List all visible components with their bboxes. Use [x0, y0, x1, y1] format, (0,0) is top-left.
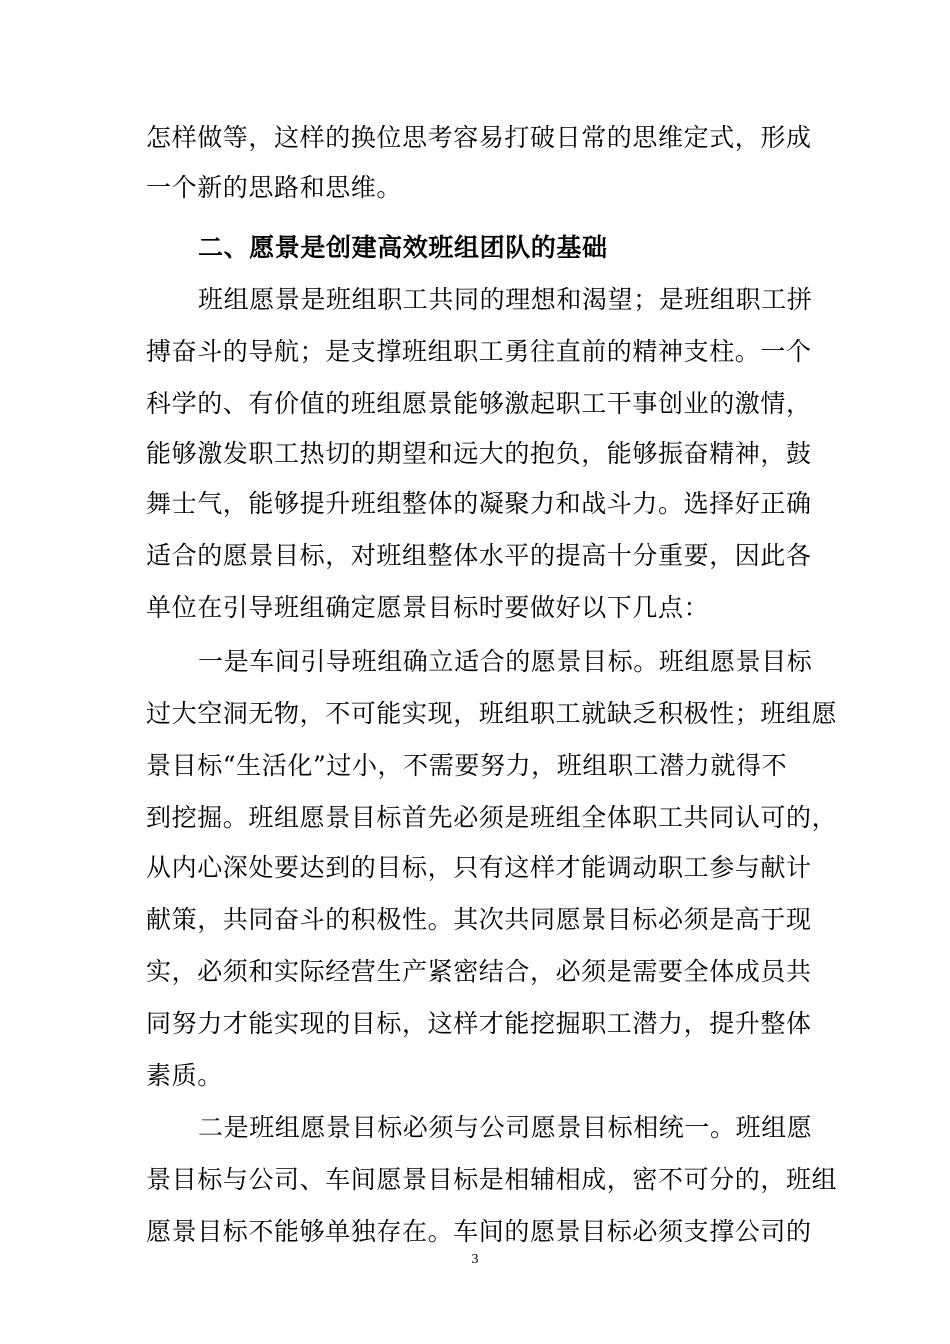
- text-line: 一是车间引导班组确立适合的愿景目标。班组愿景目标: [198, 647, 813, 676]
- page-number: 3: [471, 1252, 479, 1267]
- text-line: 到挖掘。班组愿景目标首先必须是班组全体职工共同认可的，: [146, 803, 838, 832]
- text-line: 同努力才能实现的目标，这样才能挖掘职工潜力，提升整体: [146, 1009, 812, 1038]
- text-line: 景目标“生活化”过小，不需要努力，班组职工潜力就得不: [146, 751, 788, 780]
- text-line: 班组愿景是班组职工共同的理想和渴望；是班组职工拼: [198, 285, 813, 314]
- text-line: 献策，共同奋斗的积极性。其次共同愿景目标必须是高于现: [146, 905, 812, 934]
- text-line: 愿景目标不能够单独存在。车间的愿景目标必须支撑公司的: [146, 1217, 812, 1246]
- text-line: 能够激发职工热切的期望和远大的抱负，能够振奋精神，鼓: [146, 439, 812, 468]
- text-line: 二是班组愿景目标必须与公司愿景目标相统一。班组愿: [198, 1113, 813, 1142]
- section-heading: 二、愿景是创建高效班组团队的基础: [198, 233, 608, 262]
- text-line: 素质。: [146, 1061, 223, 1090]
- text-line: 怎样做等，这样的换位思考容易打破日常的思维定式，形成: [146, 123, 812, 152]
- text-line: 过大空洞无物，不可能实现，班组职工就缺乏积极性；班组愿: [146, 699, 838, 728]
- text-line: 舞士气，能够提升班组整体的凝聚力和战斗力。选择好正确: [146, 489, 812, 518]
- text-line: 科学的、有价值的班组愿景能够激起职工干事创业的激情，: [146, 389, 812, 418]
- text-line: 景目标与公司、车间愿景目标是相辅相成，密不可分的，班组: [146, 1165, 838, 1194]
- text-line: 单位在引导班组确定愿景目标时要做好以下几点：: [146, 593, 710, 622]
- text-line: 实，必须和实际经营生产紧密结合，必须是需要全体成员共: [146, 957, 812, 986]
- text-line: 一个新的思路和思维。: [146, 173, 403, 202]
- text-line: 从内心深处要达到的目标，只有这样才能调动职工参与献计: [146, 853, 812, 882]
- text-line: 适合的愿景目标，对班组整体水平的提高十分重要，因此各: [146, 541, 812, 570]
- text-line: 搏奋斗的导航；是支撑班组职工勇往直前的精神支柱。一个: [146, 337, 812, 366]
